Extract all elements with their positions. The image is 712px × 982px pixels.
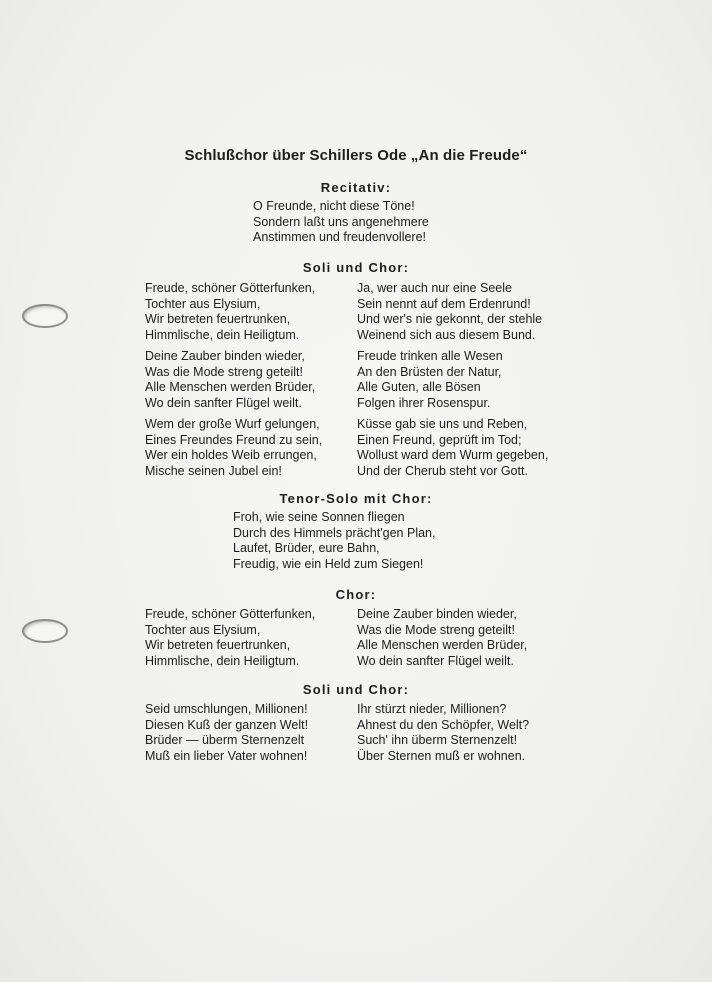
text-line: Sondern laßt uns angenehmere [253,214,429,229]
stanza-3-left [145,417,322,479]
text-line: Froh, wie seine Sonnen fliegen [233,510,405,524]
text-line: Küsse gab sie uns und Reben, [357,417,528,431]
text-line: Diesen Kuß der ganzen Welt! [145,717,309,732]
text-line: Freude, schöner Götterfunken, [145,607,316,621]
punch-hole-top [22,304,68,328]
text-line: Such' ihn überm Sternenzelt! [357,733,518,747]
text-line: Freude, schöner Götterfunken, [145,281,316,295]
page-title: Schlußchor über Schillers Ode „An die Freude“ [184,147,528,164]
text-line: Einen Freund, geprüft im Tod; [357,432,522,447]
text-line: Ja, wer auch nur eine Seele [357,281,512,295]
text-line: Wer ein holdes Weib errungen, [145,448,317,462]
text-line: Und wer's nie gekonnt, der stehle [357,312,543,326]
text-line: Folgen ihrer Rosenspur. [357,395,491,410]
text-line: Eines Freundes Freund zu sein, [145,432,323,447]
text-line: Wo dein sanfter Flügel weilt. [357,653,514,668]
text-line: Alle Guten, alle Bösen [357,380,481,394]
text-line: Wo dein sanfter Flügel weilt. [145,395,302,410]
soli-chor-heading-2: Soli und Chor: [302,682,410,697]
text-line: An den Brüsten der Natur, [357,364,502,379]
text-line: Wir betreten feuertrunken, [145,638,291,652]
text-line: Alle Menschen werden Brüder, [357,638,528,652]
punch-hole-bottom [22,619,68,643]
text-line: Über Sternen muß er wohnen. [357,748,526,763]
text-line: Laufet, Brüder, eure Bahn, [233,541,380,555]
text-line: Seid umschlungen, Millionen! [145,702,308,716]
text-line: Durch des Himmels prächt'gen Plan, [233,525,436,540]
text-line: Wollust ward dem Wurm gegeben, [357,448,549,462]
text-line: Tochter aus Elysium, [145,296,261,311]
text-line: Mische seinen Jubel ein! [145,463,282,478]
text-line: Deine Zauber binden wieder, [357,607,517,621]
soli-chor-2-right [357,702,529,764]
tenor-solo-heading: Tenor-Solo mit Chor: [279,491,433,506]
stanza-3-right [357,417,548,479]
stanza-1-left [145,281,315,343]
text-line: Brüder — überm Sternenzelt [145,733,305,747]
stanza-2-right [357,349,503,411]
text-line: Deine Zauber binden wieder, [145,349,305,363]
text-line: Alle Menschen werden Brüder, [145,380,316,394]
text-line: Freude trinken alle Wesen [357,349,503,363]
text-line: Himmlische, dein Heiligtum. [145,653,300,668]
chor-heading: Chor: [335,587,377,602]
soli-chor-heading-1: Soli und Chor: [302,260,410,275]
text-line: Weinend sich aus diesem Bund. [357,327,536,342]
recitativ-heading: Recitativ: [320,180,392,195]
text-line: Freudig, wie ein Held zum Siegen! [233,556,424,571]
stanza-1-right [357,281,542,343]
chor-left [145,607,315,669]
stanza-2-left [145,349,315,411]
text-line: Ihr stürzt nieder, Millionen? [357,702,507,716]
chor-right [357,607,527,669]
text-line: Wem der große Wurf gelungen, [145,417,320,431]
text-line: Anstimmen und freudenvollere! [253,230,427,244]
recitativ-text [253,199,429,246]
text-line: O Freunde, nicht diese Töne! [253,199,415,213]
text-line: Muß ein lieber Vater wohnen! [145,748,308,763]
text-line: Wir betreten feuertrunken, [145,312,291,326]
text-line: Sein nennt auf dem Erdenrund! [357,296,531,311]
text-line: Und der Cherub steht vor Gott. [357,463,528,478]
tenor-solo-text [233,510,435,572]
text-line: Tochter aus Elysium, [145,622,261,637]
text-line: Ahnest du den Schöpfer, Welt? [357,717,530,732]
text-line: Was die Mode streng geteilt! [145,364,303,379]
text-line: Was die Mode streng geteilt! [357,622,515,637]
soli-chor-2-left [145,702,308,764]
text-line: Himmlische, dein Heiligtum. [145,327,300,342]
